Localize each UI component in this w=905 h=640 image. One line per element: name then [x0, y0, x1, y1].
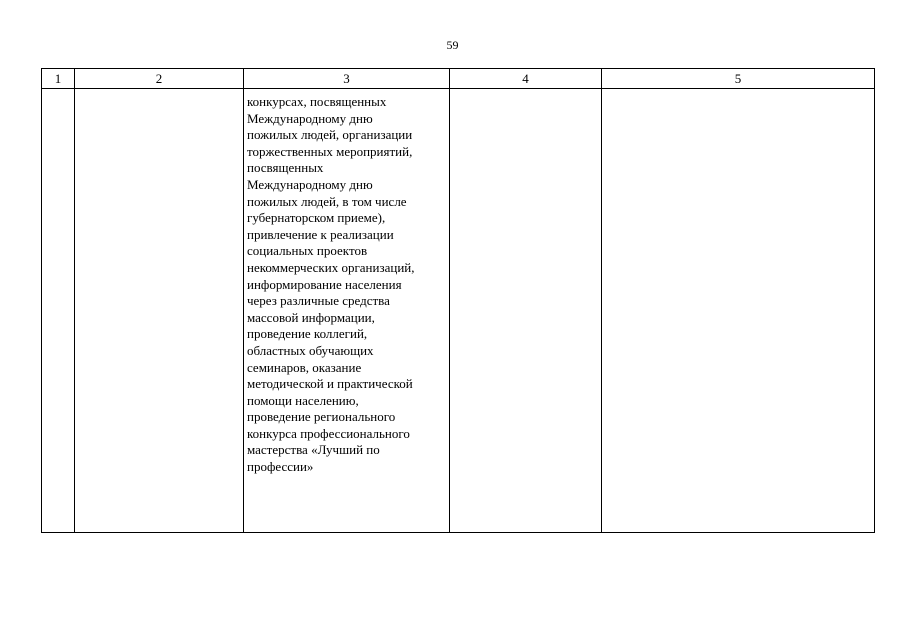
table-row: [42, 89, 875, 533]
column-header-4: 4: [450, 69, 602, 89]
column-header-2: 2: [75, 69, 244, 89]
column-header-1: 1: [42, 69, 75, 89]
cell-col-3: [244, 89, 450, 533]
column-header-3: 3: [244, 69, 450, 89]
table-header-row: [42, 69, 875, 89]
document-table: [41, 68, 875, 533]
cell-col-1: [42, 89, 75, 533]
cell-col-2-text: [75, 89, 243, 94]
cell-col-4-text: [450, 89, 601, 94]
page-number: 59: [446, 38, 459, 52]
cell-col-1-text: [42, 89, 74, 94]
column-header-5: 5: [602, 69, 875, 89]
cell-col-5: [602, 89, 875, 533]
cell-col-2: [75, 89, 244, 533]
cell-col-5-text: [602, 89, 874, 94]
cell-col-3-text: конкурсах, посвященных Международному дню пожилых людей, организации торжественных мероприятий, посвященных Международному дню пожилых людей, в том числе губернаторском приеме), привлечение к реализации социальных проектов некоммерческих организаций, информирование населения через различные средства массовой информации, проведение коллегий, областных обучающих семинаров, оказание методической и практической помощи населению, проведение регионального конкурса профессионального мастерства «Лучший по профессии»: [247, 94, 415, 475]
cell-col-4: [450, 89, 602, 533]
